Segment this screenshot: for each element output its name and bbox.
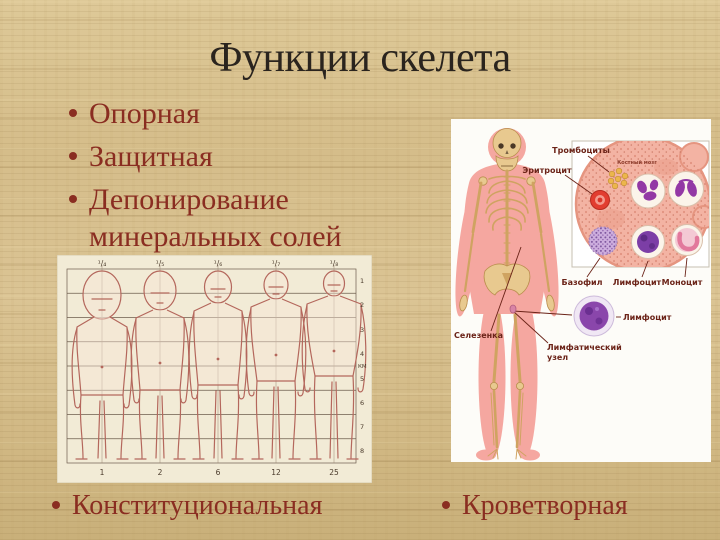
head-fraction-label: ¹/₈ [329, 259, 339, 268]
neutrophil-cell [631, 174, 665, 208]
lymphocyte-label: Лимфоцит [612, 278, 662, 287]
eosinophil-cell [669, 172, 704, 207]
lymphocyte-cell [632, 226, 665, 259]
erythrocyte-label: Эритроцит [522, 166, 572, 175]
bullet-dot [442, 501, 450, 509]
bullet-dot [69, 152, 77, 160]
bullet-list [57, 96, 432, 262]
bullet-text: Конституциональная [72, 490, 323, 521]
head-fraction-label: ¹/₅ [155, 259, 165, 268]
row-number: 7 [360, 423, 365, 431]
bullet-dot [69, 195, 77, 203]
hematopoiesis-svg [451, 119, 711, 462]
lymph-node-label-line1: Лимфатический [547, 343, 622, 352]
row-number: 1 [360, 277, 365, 285]
head-fraction-label: ¹/₇ [271, 259, 281, 268]
row-number: 5 [360, 375, 365, 383]
spleen-label: Селезенка [454, 331, 504, 340]
age-label: 1 [99, 468, 105, 477]
row-number: 4 [360, 350, 365, 358]
lymphocyte-callout [574, 296, 614, 336]
monocyte-cell [672, 225, 703, 256]
bone-marrow-label: Костный мозг [617, 160, 657, 166]
slide-title: Функции скелета [209, 35, 511, 81]
lymphocyte-callout-label: Лимфоцит [623, 313, 672, 322]
proportions-chart-svg [57, 255, 372, 483]
age-label: 2 [157, 468, 163, 477]
bullet-text: Опорная [89, 97, 200, 130]
bullet-text: Депонирование минеральных солей [89, 182, 342, 253]
hematopoiesis-figure [451, 119, 711, 462]
basophil-label: Базофил [561, 278, 603, 287]
basophil-cell [589, 227, 617, 255]
platelets-label: Тромбоциты [552, 146, 610, 155]
bullet-text: Защитная [89, 139, 213, 173]
age-label: 6 [215, 468, 221, 477]
bullet-dot [69, 109, 77, 117]
head-fraction-label: ¹/₄ [97, 259, 107, 268]
bullet-item [57, 182, 432, 256]
row-number: 3 [360, 326, 365, 334]
bottom-bullet-constitutional [40, 489, 322, 523]
bullet-item [57, 96, 432, 133]
age-label: 12 [271, 468, 281, 477]
bullet-dot [52, 501, 60, 509]
bullet-item [57, 139, 432, 176]
row-number: 6 [360, 399, 365, 407]
head-fraction-label: ¹/₆ [213, 259, 223, 268]
proportions-figure [57, 255, 372, 483]
age-label: 25 [329, 468, 339, 477]
bone-marrow-inset [572, 137, 711, 271]
lymph-node-label-line2: узел [547, 353, 569, 362]
bullet-text: Кроветворная [462, 490, 628, 521]
row-number: 2 [360, 301, 365, 309]
erythrocyte-cell [591, 191, 610, 210]
row-number: 8 [360, 447, 365, 455]
bottom-bullet-hematopoietic [430, 489, 628, 523]
lymph-node-marker [510, 305, 516, 313]
mid-row-label: КМ [358, 364, 367, 370]
monocyte-label: Моноцит [661, 278, 703, 287]
